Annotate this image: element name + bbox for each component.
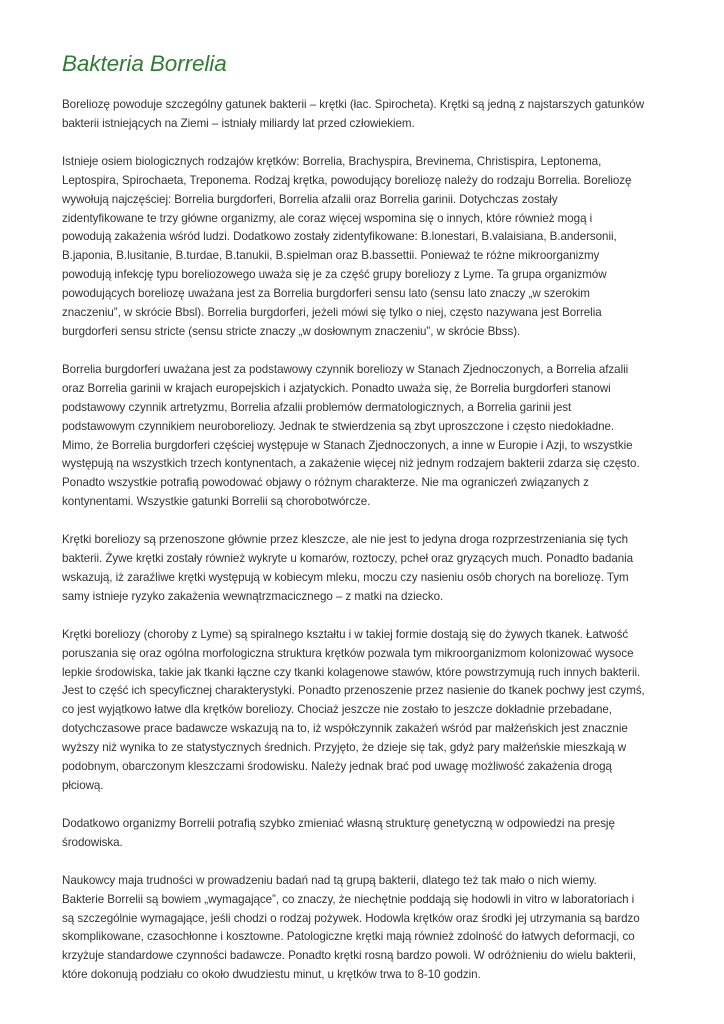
paragraph-line: Dodatkowo organizmy Borrelii potrafią szybko zmieniać własną strukturę genetyczną w odpowiedzi na presję (62, 816, 615, 830)
paragraph-line: Jest to część ich specyficznej charakterystyki. Ponadto przenoszenie przez nasienie do tkanek pochwy jest czymś, (62, 684, 645, 698)
paragraph-line: są szczególnie wymagające, jeśli chodzi o rodzaj pożywek. Hodowla krętków oraz środki jej utrzymania są bardzo (62, 911, 640, 925)
paragraph-line: bakterii. Żywe krętki zostały również wykryte u komarów, roztoczy, pcheł oraz gryzących much. Ponadto badania (62, 552, 634, 566)
paragraph-line: Bakterie Borrelii są bowiem „wymagające”, co znaczy, że niechętnie poddają się hodowli in vitro w laboratoriach i (62, 892, 635, 906)
paragraph-line: występują na wszystkich trzech kontynentach, a zakażenie więcej niż jednym rodzajem bakterii zdarza się często. (62, 457, 640, 471)
paragraph-line: B.japonia, B.lusitanie, B.turdae, B.tanukii, B.spielman oraz B.bassettii. Ponieważ te różne mikroorganizmy (62, 249, 600, 263)
paragraph-6 (62, 815, 662, 853)
paragraph-line: co jest wyjątkowo łatwe dla krętków boreliozy. Chociaż jeszcze nie zostało to jeszcze dokładnie przebadane, (62, 703, 612, 717)
paragraph-line: samy istnieje ryzyko zakażenia wewnątrzmacicznego – z matki na dziecko. (62, 589, 444, 603)
paragraph-line: oraz Borrelia garinii w krajach europejskich i azjatyckich. Ponadto uważa się, że Borrelia burgdorferi stanowi (62, 381, 611, 395)
paragraph-5 (62, 626, 662, 796)
paragraph-line: podstawowym czynnikiem neuroboreliozy. Jednak te stwierdzenia są zbyt uproszczone i często niedokładne. (62, 419, 615, 433)
paragraph-line: powodujących boreliozę uważana jest za Borrelia burgdorferi sensu lato (sensu lato znaczy „w szerokim (62, 287, 590, 301)
paragraph-line: Krętki boreliozy są przenoszone głównie przez kleszcze, ale nie jest to jedyna droga rozprzestrzeniania się tych (62, 533, 629, 547)
paragraph-line: krzyżuje standardowe czynności badawcze. Ponadto krętki rosną bardzo powoli. W odróżnieniu do wielu bakterii, (62, 949, 636, 963)
paragraph-line: powodują zakażenia wśród ludzi. Dodatkowo zostały zidentyfikowane: B.lonestari, B.valaisiana, B.andersonii, (62, 230, 617, 244)
paragraph-1 (62, 96, 662, 134)
paragraph-line: które dokonują podziału co około dwudziestu minut, u krętków trwa to 8-10 godzin. (62, 968, 481, 982)
paragraph-line: Borrelia burgdorferi uważana jest za podstawowy czynnik boreliozy w Stanach Zjednoczonych, a Borrelia afzalii (62, 362, 629, 376)
paragraph-line: skomplikowane, czasochłonne i kosztowne. Patologiczne krętki mają również zdolność do łatwych deformacji, co (62, 930, 635, 944)
paragraph-line: poruszania się oraz ogólna morfologiczna struktura krętków pozwala tym mikroorganizmom kolonizować wysoce (62, 646, 634, 660)
paragraph-line: Krętki boreliozy (choroby z Lyme) są spiralnego kształtu i w takiej formie dostają się do żywych tkanek. Łatwość (62, 627, 629, 641)
paragraph-4 (62, 531, 662, 607)
paragraph-line: środowiska. (62, 835, 123, 849)
paragraph-line: wskazują, iż zaraźliwe krętki występują w kobiecym mleku, moczu czy nasieniu osób chorych na boreliozę. Tym (62, 570, 629, 584)
paragraph-line: Istnieje osiem biologicznych rodzajów krętków: Borrelia, Brachyspira, Brevinema, Christispira, Leptonema, (62, 154, 602, 168)
paragraph-line: podstawowy czynnik artretyzmu, Borrelia afzalii problemów dermatologicznych, a Borrelia garinii jest (62, 400, 572, 414)
paragraph-line: dotychczasowe prace badawcze wskazują na to, iż współczynnik zakażeń wśród par małżeńskich jest znacznie (62, 722, 628, 736)
paragraph-line: podobnym, obarczonym kleszczami środowisku. Należy jednak brać pod uwagę możliwość zakażenia drogą (62, 760, 612, 774)
paragraph-2 (62, 153, 662, 342)
paragraph-line: burgdorferi sensu stricte (sensu stricte znaczy „w dosłownym znaczeniu”, w skrócie Bbss). (62, 324, 521, 338)
paragraph-7 (62, 872, 662, 985)
paragraph-line: Leptospira, Spirochaeta, Treponema. Rodzaj krętka, powodujący boreliozę należy do rodzaju Borrelia. Boreliozę (62, 173, 632, 187)
paragraph-line: Mimo, że Borrelia burgdorferi częściej występuje w Stanach Zjednoczonych, a inne w Europie i Azji, to wszystkie (62, 438, 633, 452)
paragraph-line: znaczeniu”, w skrócie Bbsl). Borrelia burgdorferi, jeżeli mówi się tylko o niej, często nazywana jest Borrelia (62, 306, 602, 320)
paragraph-line: Boreliozę powoduje szczególny gatunek bakterii – krętki (łac. Spirocheta). Krętki są jedną z najstarszych gatunków (62, 98, 645, 111)
paragraph-line: płciową. (62, 779, 104, 792)
paragraph-line: Ponadto wszystkie potrafią powodować objawy o różnym charakterze. Nie ma ograniczeń związanych z (62, 476, 589, 490)
document-body (62, 96, 662, 985)
paragraph-line: wywołują najczęściej: Borrelia burgdorferi, Borrelia afzalii oraz Borrelia garinii. Dotychczas zostały (62, 192, 558, 206)
paragraph-line: Naukowcy maja trudności w prowadzeniu badań nad tą grupą bakterii, dlatego też tak mało o nich wiemy. (62, 873, 597, 887)
paragraph-line: kontynentami. Wszystkie gatunki Borrelii są chorobotwórcze. (62, 495, 371, 509)
page-title: Bakteria Borrelia (62, 51, 227, 76)
paragraph-3 (62, 361, 662, 512)
paragraph-line: lepkie środowiska, takie jak tkanki łączne czy tkanki kolagenowe stawów, które powstrzymują ruch innych bakterii. (62, 665, 641, 679)
paragraph-line: powodują infekcję typu boreliozowego uważa się je za część grupy boreliozy z Lyme. Ta grupa organizmów (62, 268, 607, 282)
paragraph-line: wyższy niż wynika to ze statystycznych średnich. Przyjęto, że dzieje się tak, gdyż pary małżeńskie mieszkają w (62, 741, 627, 755)
paragraph-line: zidentyfikowane te trzy główne organizmy, ale coraz więcej wspomina się o innych, które również mogą i (62, 211, 593, 225)
paragraph-line: bakterii istniejących na Ziemi – istniały miliardy lat przed człowiekiem. (62, 116, 415, 130)
document-page (62, 50, 662, 1004)
